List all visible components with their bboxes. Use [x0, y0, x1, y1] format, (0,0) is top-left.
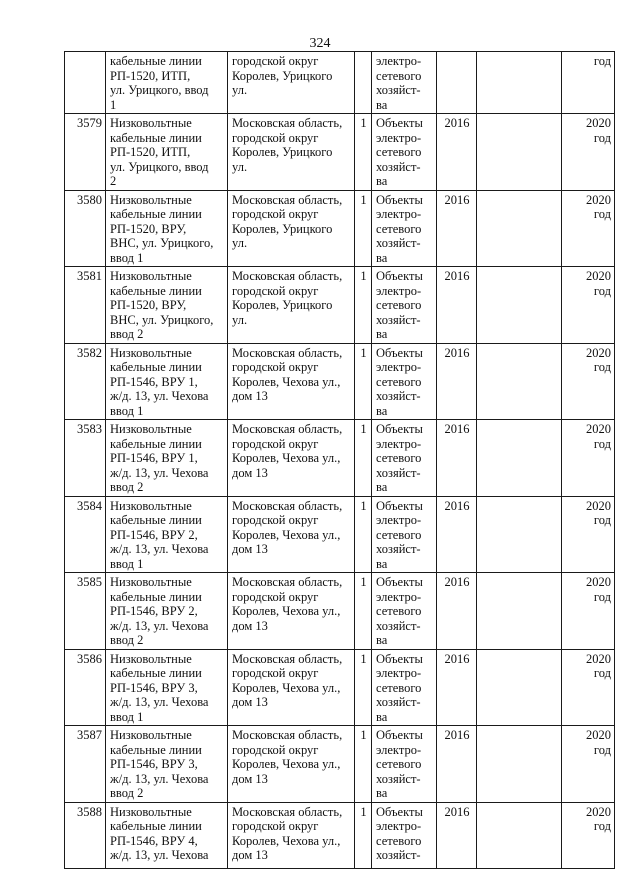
table-row — [65, 420, 615, 497]
object-address-line: дом 13 — [232, 771, 268, 786]
term-line: 2020 — [586, 498, 611, 513]
term-line: год — [593, 589, 611, 604]
object-address-cell — [228, 496, 355, 573]
category-line: хозяйст- — [376, 83, 421, 97]
object-name-line: ввод 2 — [110, 786, 144, 800]
table-row — [65, 649, 615, 726]
object-address-line: Московская область, — [232, 575, 343, 589]
object-address-line: Московская область, — [232, 116, 343, 130]
category-cell — [372, 573, 437, 650]
category-line: ва — [376, 786, 388, 800]
term-line: 2020 — [586, 575, 611, 589]
term-cell — [562, 802, 615, 868]
object-address-line: Королев, Урицкого — [232, 145, 333, 159]
object-name-line: кабельные линии — [110, 666, 202, 680]
category-cell — [372, 802, 437, 868]
object-name-line: Низковольтные — [110, 575, 192, 589]
object-address-line: дом 13 — [232, 389, 268, 403]
object-address-line: Королев, Урицкого — [232, 68, 333, 83]
object-name-cell — [106, 343, 228, 420]
category-line: сетевого — [376, 145, 422, 159]
object-address-cell — [228, 726, 355, 803]
category-line: электро- — [376, 513, 422, 527]
category-line: электро- — [376, 54, 422, 68]
object-address-line: городской округ — [232, 283, 319, 298]
object-address-line: Королев, Урицкого — [232, 221, 333, 236]
object-address-cell — [228, 343, 355, 420]
object-number-cell: 3581 — [65, 267, 106, 344]
category-line: электро- — [376, 207, 422, 221]
object-address-line: ул. — [232, 159, 248, 174]
term-line: год — [593, 436, 611, 451]
category-line: хозяйст- — [376, 312, 421, 327]
object-address-cell — [228, 802, 355, 868]
category-line: сетевого — [376, 221, 422, 236]
object-number-cell: 3584 — [65, 496, 106, 573]
term-line: год — [593, 207, 611, 221]
object-name-cell — [106, 114, 228, 191]
object-name-line: Низковольтные — [110, 651, 192, 666]
object-name-line: ж/д. 13, ул. Чехова — [110, 618, 209, 633]
table-row — [65, 573, 615, 650]
year-cell: 2016 — [437, 190, 477, 267]
quantity-cell — [355, 52, 372, 114]
object-address-line: дом 13 — [232, 542, 268, 556]
table-row — [65, 190, 615, 267]
category-line: электро- — [376, 819, 422, 833]
term-line: 2020 — [586, 422, 611, 436]
term-line: 2020 — [586, 345, 611, 360]
category-line: Объекты — [376, 192, 423, 207]
quantity-cell: 1 — [355, 267, 372, 344]
object-name-line: кабельные линии — [110, 742, 202, 757]
object-number-cell: 3587 — [65, 726, 106, 803]
category-cell — [372, 420, 437, 497]
object-address-line: Московская область, — [232, 651, 343, 666]
category-line: Объекты — [376, 651, 423, 666]
year-cell: 2016 — [437, 267, 477, 344]
category-line: ва — [376, 327, 388, 341]
object-address-cell — [228, 420, 355, 497]
category-line: ва — [376, 250, 388, 265]
term-line: год — [593, 360, 611, 374]
object-address-line: городской округ — [232, 207, 319, 221]
category-line: хозяйст- — [376, 618, 421, 633]
category-line: сетевого — [376, 527, 422, 542]
quantity-cell: 1 — [355, 649, 372, 726]
category-line: ва — [376, 633, 388, 647]
quantity-cell: 1 — [355, 420, 372, 497]
term-line: год — [593, 742, 611, 757]
object-name-cell — [106, 420, 228, 497]
empty-cell — [477, 267, 562, 344]
object-name-line: Низковольтные — [110, 116, 192, 130]
object-address-line: Московская область, — [232, 192, 343, 207]
category-line: хозяйст- — [376, 771, 421, 786]
object-name-line: ж/д. 13, ул. Чехова — [110, 848, 209, 862]
term-line: год — [593, 513, 611, 527]
object-name-line: РП-1546, ВРУ 1, — [110, 374, 198, 389]
term-line: 2020 — [586, 192, 611, 207]
object-name-line: ж/д. 13, ул. Чехова — [110, 771, 209, 786]
register-table — [64, 51, 615, 869]
object-address-line: городской округ — [232, 819, 319, 833]
object-address-line: дом 13 — [232, 848, 268, 862]
object-address-line: Королев, Чехова ул., — [232, 604, 341, 618]
register-body — [65, 52, 615, 869]
category-line: электро- — [376, 130, 422, 145]
object-address-line: городской округ — [232, 54, 319, 68]
object-address-line: Королев, Чехова ул., — [232, 833, 341, 848]
object-name-line: кабельные линии — [110, 436, 202, 451]
term-line: 2020 — [586, 804, 611, 819]
object-address-cell — [228, 573, 355, 650]
object-number-cell — [65, 52, 106, 114]
object-address-line: городской округ — [232, 360, 319, 374]
object-name-cell — [106, 496, 228, 573]
category-line: Объекты — [376, 575, 423, 589]
object-name-line: кабельные линии — [110, 589, 202, 604]
category-line: хозяйст- — [376, 389, 421, 403]
object-name-line: ввод 1 — [110, 556, 144, 571]
empty-cell — [477, 573, 562, 650]
year-cell: 2016 — [437, 420, 477, 497]
object-name-line: Низковольтные — [110, 728, 192, 742]
category-line: электро- — [376, 742, 422, 757]
category-line: сетевого — [376, 680, 422, 695]
object-address-line: Королев, Чехова ул., — [232, 374, 341, 389]
object-name-line: РП-1546, ВРУ 1, — [110, 451, 198, 465]
object-number-cell: 3579 — [65, 114, 106, 191]
object-address-line: ул. — [232, 83, 248, 97]
empty-cell — [477, 343, 562, 420]
quantity-cell: 1 — [355, 190, 372, 267]
object-address-line: Московская область, — [232, 269, 343, 283]
object-name-line: ввод 1 — [110, 250, 144, 265]
category-line: сетевого — [376, 451, 422, 465]
category-line: ва — [376, 556, 388, 571]
object-address-line: городской округ — [232, 589, 319, 604]
category-line: сетевого — [376, 68, 422, 83]
object-name-line: Низковольтные — [110, 192, 192, 207]
term-line: год — [593, 130, 611, 145]
object-address-line: Королев, Чехова ул., — [232, 451, 341, 465]
object-name-cell — [106, 726, 228, 803]
object-number-cell: 3583 — [65, 420, 106, 497]
year-cell: 2016 — [437, 343, 477, 420]
object-name-line: ввод 2 — [110, 327, 144, 341]
category-line: электро- — [376, 283, 422, 298]
category-line: электро- — [376, 436, 422, 451]
table-row — [65, 114, 615, 191]
object-name-line: кабельные линии — [110, 360, 202, 374]
category-cell — [372, 496, 437, 573]
object-name-line: ул. Урицкого, ввод — [110, 83, 209, 97]
category-line: ва — [376, 97, 388, 112]
object-number-cell: 3588 — [65, 802, 106, 868]
object-name-line: кабельные линии — [110, 207, 202, 221]
category-line: Объекты — [376, 345, 423, 360]
category-line: Объекты — [376, 422, 423, 436]
object-address-cell — [228, 114, 355, 191]
object-name-line: РП-1520, ИТП, — [110, 68, 191, 83]
object-name-line: РП-1546, ВРУ 3, — [110, 757, 198, 771]
category-line: сетевого — [376, 757, 422, 771]
object-number-cell: 3582 — [65, 343, 106, 420]
object-name-line: 2 — [110, 174, 117, 188]
table-row — [65, 726, 615, 803]
object-address-line: городской округ — [232, 513, 319, 527]
object-address-line: городской округ — [232, 436, 319, 451]
year-cell: 2016 — [437, 573, 477, 650]
term-cell — [562, 420, 615, 497]
category-line: хозяйст- — [376, 848, 421, 862]
term-line: 2020 — [586, 728, 611, 742]
object-name-line: Низковольтные — [110, 422, 192, 436]
quantity-cell: 1 — [355, 343, 372, 420]
object-name-cell — [106, 190, 228, 267]
object-name-line: ул. Урицкого, ввод — [110, 159, 209, 174]
quantity-cell: 1 — [355, 114, 372, 191]
object-name-line: Низковольтные — [110, 269, 192, 283]
term-cell — [562, 649, 615, 726]
object-address-line: дом 13 — [232, 465, 268, 480]
object-name-line: ВНС, ул. Урицкого, — [110, 312, 214, 327]
term-cell — [562, 52, 615, 114]
term-line: год — [593, 819, 611, 833]
object-address-cell — [228, 190, 355, 267]
term-cell — [562, 190, 615, 267]
quantity-cell: 1 — [355, 573, 372, 650]
category-line: ва — [376, 709, 388, 724]
object-name-line: кабельные линии — [110, 283, 202, 298]
category-cell — [372, 267, 437, 344]
object-number-cell: 3580 — [65, 190, 106, 267]
object-name-line: РП-1546, ВРУ 4, — [110, 833, 198, 848]
object-name-line: Низковольтные — [110, 804, 192, 819]
object-address-cell — [228, 649, 355, 726]
object-name-line: РП-1546, ВРУ 3, — [110, 680, 198, 695]
object-address-line: ул. — [232, 312, 248, 327]
term-cell — [562, 573, 615, 650]
object-name-line: РП-1520, ВРУ, — [110, 298, 187, 312]
object-address-line: Московская область, — [232, 422, 343, 436]
object-address-line: дом 13 — [232, 618, 268, 633]
object-name-line: ж/д. 13, ул. Чехова — [110, 542, 209, 556]
object-name-line: кабельные линии — [110, 513, 202, 527]
object-address-line: Московская область, — [232, 804, 343, 819]
term-line: год — [593, 54, 611, 68]
page-number: 324 — [309, 36, 331, 51]
object-name-line: ввод 1 — [110, 709, 144, 724]
object-name-line: кабельные линии — [110, 130, 202, 145]
object-name-line: РП-1546, ВРУ 2, — [110, 604, 198, 618]
year-cell: 2016 — [437, 802, 477, 868]
empty-cell — [477, 420, 562, 497]
object-name-line: ВНС, ул. Урицкого, — [110, 236, 214, 250]
object-number-cell: 3586 — [65, 649, 106, 726]
object-address-line: Королев, Урицкого — [232, 298, 333, 312]
quantity-cell: 1 — [355, 496, 372, 573]
object-name-line: ж/д. 13, ул. Чехова — [110, 695, 209, 709]
object-name-cell — [106, 802, 228, 868]
object-name-line: ввод 2 — [110, 633, 144, 647]
object-number-cell: 3585 — [65, 573, 106, 650]
category-line: Объекты — [376, 728, 423, 742]
year-cell: 2016 — [437, 496, 477, 573]
category-line: хозяйст- — [376, 695, 421, 709]
category-line: Объекты — [376, 804, 423, 819]
category-line: электро- — [376, 589, 422, 604]
object-name-cell — [106, 267, 228, 344]
category-line: Объекты — [376, 498, 423, 513]
category-cell — [372, 649, 437, 726]
year-cell: 2016 — [437, 649, 477, 726]
category-line: хозяйст- — [376, 236, 421, 250]
object-name-line: кабельные линии — [110, 819, 202, 833]
year-cell — [437, 52, 477, 114]
term-line: год — [593, 666, 611, 680]
empty-cell — [477, 726, 562, 803]
object-name-line: 1 — [110, 97, 117, 112]
term-line: 2020 — [586, 116, 611, 130]
object-address-line: Московская область, — [232, 498, 343, 513]
table-row — [65, 496, 615, 573]
category-line: электро- — [376, 666, 422, 680]
empty-cell — [477, 52, 562, 114]
empty-cell — [477, 114, 562, 191]
object-name-line: РП-1520, ВРУ, — [110, 221, 187, 236]
object-name-line: ввод 1 — [110, 403, 144, 418]
object-name-line: Низковольтные — [110, 345, 192, 360]
object-name-cell — [106, 52, 228, 114]
object-address-line: Королев, Чехова ул., — [232, 757, 341, 771]
category-cell — [372, 343, 437, 420]
term-cell — [562, 343, 615, 420]
table-row — [65, 343, 615, 420]
empty-cell — [477, 802, 562, 868]
category-line: сетевого — [376, 298, 422, 312]
category-line: Объекты — [376, 269, 423, 283]
category-line: электро- — [376, 360, 422, 374]
object-address-line: Королев, Чехова ул., — [232, 527, 341, 542]
object-address-cell — [228, 52, 355, 114]
object-address-line: городской округ — [232, 742, 319, 757]
empty-cell — [477, 649, 562, 726]
object-name-line: ввод 2 — [110, 480, 144, 494]
object-address-line: городской округ — [232, 666, 319, 680]
category-line: хозяйст- — [376, 542, 421, 556]
object-address-line: Московская область, — [232, 728, 343, 742]
term-line: 2020 — [586, 269, 611, 283]
term-line: 2020 — [586, 651, 611, 666]
category-line: сетевого — [376, 833, 422, 848]
object-name-cell — [106, 649, 228, 726]
object-address-cell — [228, 267, 355, 344]
category-line: ва — [376, 480, 388, 494]
category-cell — [372, 114, 437, 191]
category-cell — [372, 726, 437, 803]
empty-cell — [477, 496, 562, 573]
object-name-line: ж/д. 13, ул. Чехова — [110, 465, 209, 480]
object-address-line: дом 13 — [232, 695, 268, 709]
object-name-cell — [106, 573, 228, 650]
object-name-line: ж/д. 13, ул. Чехова — [110, 389, 209, 403]
table-row — [65, 802, 615, 868]
category-line: хозяйст- — [376, 159, 421, 174]
category-line: сетевого — [376, 374, 422, 389]
object-address-line: Московская область, — [232, 345, 343, 360]
category-cell — [372, 52, 437, 114]
term-cell — [562, 726, 615, 803]
table-row — [65, 52, 615, 114]
object-name-line: кабельные линии — [110, 54, 202, 68]
empty-cell — [477, 190, 562, 267]
term-cell — [562, 114, 615, 191]
category-line: хозяйст- — [376, 465, 421, 480]
object-address-line: ул. — [232, 236, 248, 250]
category-line: ва — [376, 174, 388, 188]
term-cell — [562, 267, 615, 344]
object-name-line: РП-1546, ВРУ 2, — [110, 527, 198, 542]
object-address-line: Королев, Чехова ул., — [232, 680, 341, 695]
year-cell: 2016 — [437, 114, 477, 191]
category-line: Объекты — [376, 116, 423, 130]
category-line: ва — [376, 403, 388, 418]
term-line: год — [593, 283, 611, 298]
quantity-cell: 1 — [355, 802, 372, 868]
table-row — [65, 267, 615, 344]
object-address-line: городской округ — [232, 130, 319, 145]
term-cell — [562, 496, 615, 573]
year-cell: 2016 — [437, 726, 477, 803]
quantity-cell: 1 — [355, 726, 372, 803]
object-name-line: РП-1520, ИТП, — [110, 145, 191, 159]
category-line: сетевого — [376, 604, 422, 618]
category-cell — [372, 190, 437, 267]
object-name-line: Низковольтные — [110, 498, 192, 513]
